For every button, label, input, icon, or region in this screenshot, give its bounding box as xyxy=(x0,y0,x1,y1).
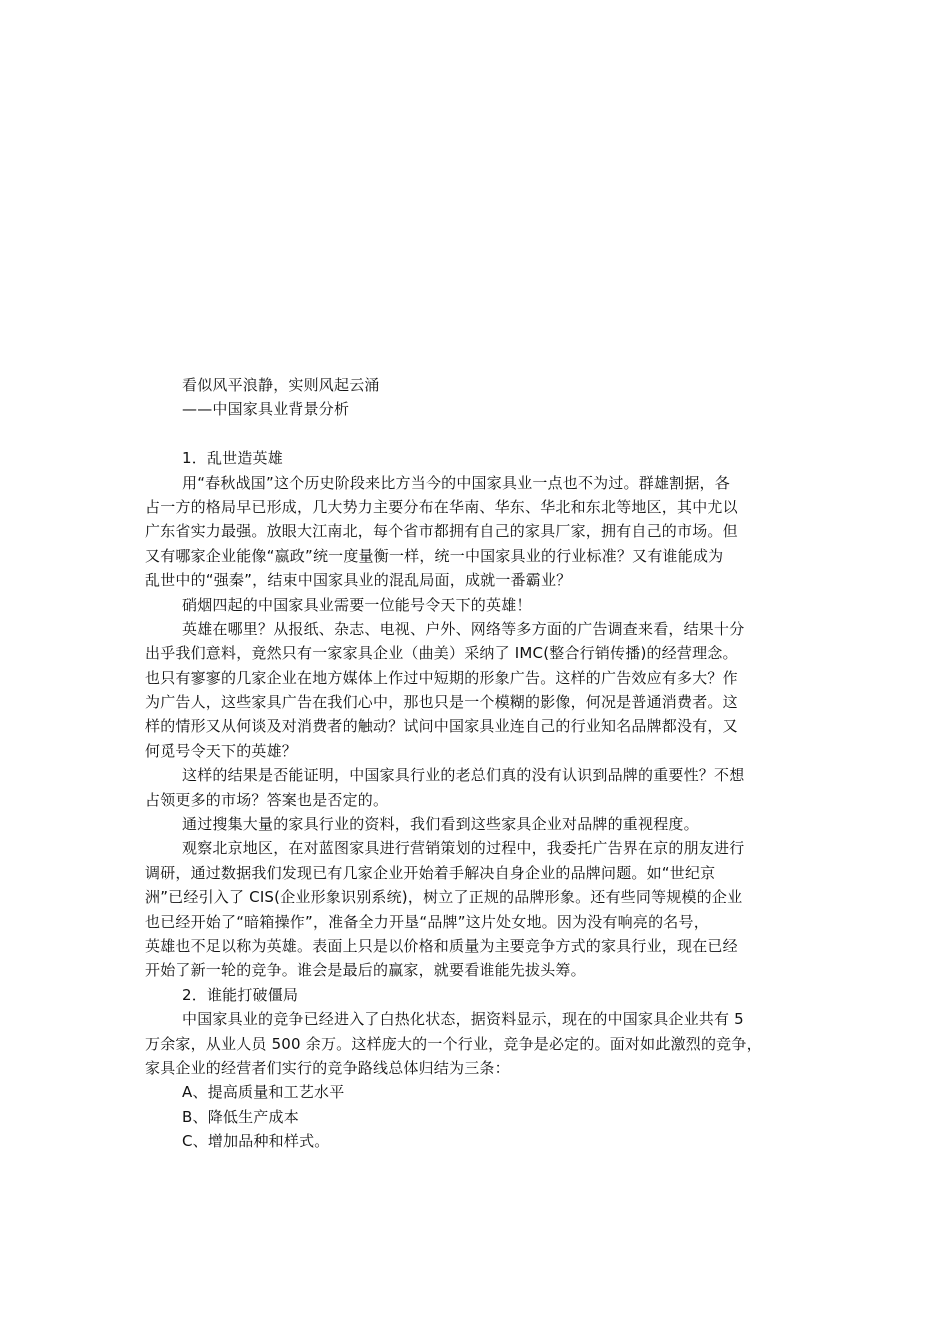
list-item: A、提高质量和工艺水平 xyxy=(182,1083,345,1102)
paragraph-line: 乱世中的“强秦”，结束中国家具业的混乱局面，成就一番霸业？ xyxy=(145,571,572,590)
list-item: C、增加品种和样式。 xyxy=(182,1132,330,1151)
paragraph-line: 这样的结果是否能证明，中国家具行业的老总们真的没有认识到品牌的重要性？不想 xyxy=(182,766,745,785)
paragraph-line: 为广告人，这些家具广告在我们心中，那也只是一个模糊的影像，何况是普通消费者。这 xyxy=(145,693,738,712)
paragraph-line: 英雄也不足以称为英雄。表面上只是以价格和质量为主要竞争方式的家具行业，现在已经 xyxy=(145,936,738,955)
document-title: 看似风平浪静，实则风起云涌 xyxy=(182,376,380,394)
paragraph-line: 通过搜集大量的家具行业的资料，我们看到这些家具企业对品牌的重视程度。 xyxy=(182,815,699,834)
document-subtitle: ——中国家具业背景分析 xyxy=(182,400,350,419)
paragraph-line: 中国家具业的竞争已经进入了白热化状态，据资料显示，现在的中国家具企业共有 5 xyxy=(182,1010,744,1029)
paragraph-line: 观察北京地区，在对蓝图家具进行营销策划的过程中，我委托广告界在京的朋友进行 xyxy=(182,839,745,858)
paragraph-line: 何觅号令天下的英雄？ xyxy=(145,741,298,760)
paragraph-line: 调研，通过数据我们发现已有几家企业开始着手解决自身企业的品牌问题。如“世纪京 xyxy=(145,863,716,882)
paragraph-line: 占一方的格局早已形成，几大势力主要分布在华南、华东、华北和东北等地区，其中尤以 xyxy=(145,497,738,516)
paragraph-line: 出乎我们意料，竟然只有一家家具企业（曲美）采纳了 IMC(整合行销传播)的经营理念。 xyxy=(145,644,738,663)
paragraph-line: 也已经开始了“暗箱操作”，准备全力开垦“品牌”这片处女地。因为没有响亮的名号， xyxy=(145,912,709,931)
paragraph-line: 也只有寥寥的几家企业在地方媒体上作过中短期的形象广告。这样的广告效应有多大？作 xyxy=(145,668,738,687)
paragraph-line: 硝烟四起的中国家具业需要一位能号令天下的英雄！ xyxy=(182,595,532,614)
paragraph-line: 用“春秋战国”这个历史阶段来比方当今的中国家具业一点也不为过。群雄割据，各 xyxy=(182,473,730,492)
section-heading-1: 1．乱世造英雄 xyxy=(182,449,283,468)
paragraph-line: 又有哪家企业能像“嬴政”统一度量衡一样，统一中国家具业的行业标准？又有谁能成为 xyxy=(145,546,724,565)
paragraph-line: 万余家，从业人员 500 余万。这样庞大的一个行业，竞争是必定的。面对如此激烈的竞争， xyxy=(145,1034,762,1053)
paragraph-line: 洲”已经引入了 CIS(企业形象识别系统)，树立了正规的品牌形象。还有些同等规模的企业 xyxy=(145,888,743,907)
paragraph-line: 样的情形又从何谈及对消费者的触动？试问中国家具业连自己的行业知名品牌都没有，又 xyxy=(145,717,738,736)
paragraph-line: 英雄在哪里？从报纸、杂志、电视、户外、网络等多方面的广告调查来看，结果十分 xyxy=(182,619,745,638)
section-heading-2: 2．谁能打破僵局 xyxy=(182,985,299,1004)
document-body xyxy=(145,373,805,1154)
paragraph-line: 广东省实力最强。放眼大江南北，每个省市都拥有自己的家具厂家，拥有自己的市场。但 xyxy=(145,522,738,541)
paragraph-line: 开始了新一轮的竞争。谁会是最后的赢家，就要看谁能先拔头筹。 xyxy=(145,961,586,980)
blank-line xyxy=(145,422,805,446)
paragraph-line: 家具企业的经营者们实行的竞争路线总体归结为三条： xyxy=(145,1058,510,1077)
paragraph-line: 占领更多的市场？答案也是否定的。 xyxy=(145,790,389,809)
list-item: B、降低生产成本 xyxy=(182,1107,299,1126)
